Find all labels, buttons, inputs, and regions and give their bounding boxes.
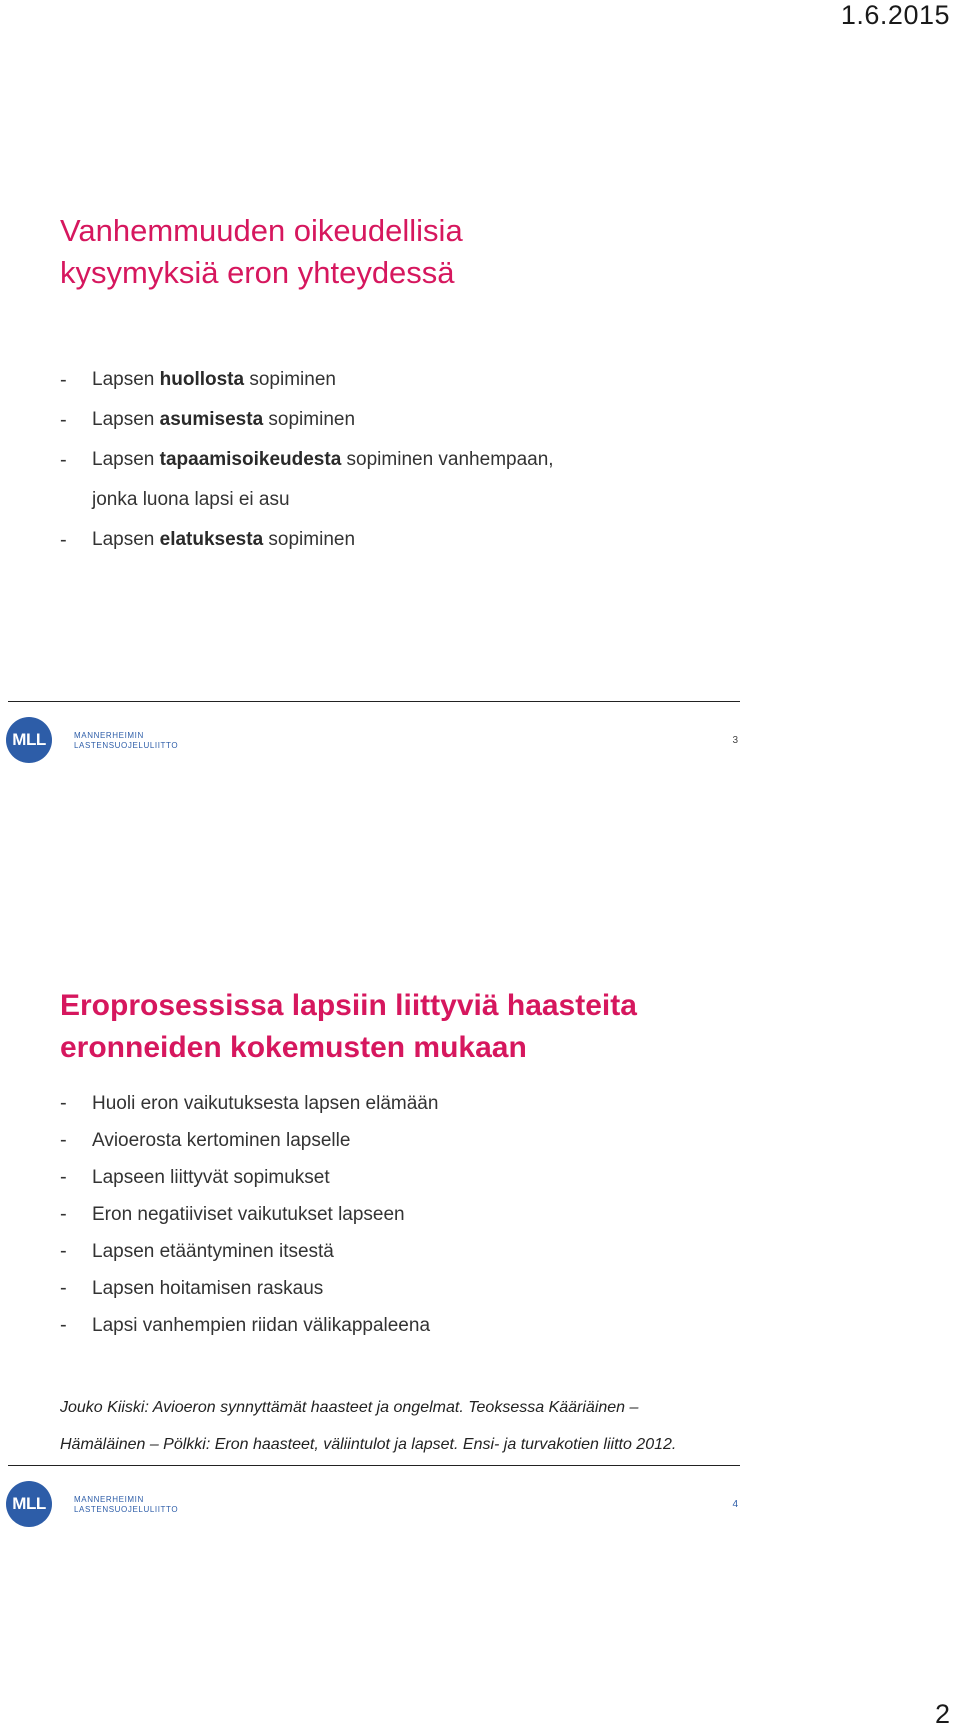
dash-marker: - bbox=[60, 1203, 67, 1225]
mll-logo-text bbox=[74, 731, 178, 751]
slide-title-line-1: Vanhemmuuden oikeudellisia bbox=[60, 213, 463, 248]
logo-line-2: LASTENSUOJELULIITTO bbox=[74, 1505, 179, 1514]
footer-divider bbox=[8, 701, 740, 702]
bullet-text-pre: Lapsen bbox=[92, 449, 160, 470]
logo-line-2: LASTENSUOJELULIITTO bbox=[74, 741, 179, 750]
bullet-text-post: sopiminen bbox=[244, 369, 336, 390]
bullet-item bbox=[60, 520, 554, 560]
bullet-item bbox=[60, 1085, 438, 1122]
dash-marker: - bbox=[60, 369, 67, 391]
dash-marker: - bbox=[60, 1129, 67, 1151]
bullet-text-strong: huollosta bbox=[159, 369, 245, 390]
dash-marker: - bbox=[60, 409, 67, 431]
slide-title bbox=[60, 985, 637, 1069]
mll-logo bbox=[6, 717, 179, 763]
footer-divider bbox=[8, 1465, 740, 1466]
bullet-item bbox=[60, 1159, 438, 1196]
bullet-text-pre: Lapsen bbox=[92, 409, 160, 430]
dash-marker: - bbox=[60, 529, 67, 551]
mll-logo-text bbox=[74, 1495, 178, 1515]
dash-marker: - bbox=[60, 1277, 67, 1299]
dash-marker: - bbox=[60, 1092, 67, 1114]
bullet-text: Lapseen liittyvät sopimukset bbox=[92, 1167, 330, 1188]
slide-number: 4 bbox=[732, 1499, 738, 1510]
dash-marker: - bbox=[60, 449, 67, 471]
dash-marker: - bbox=[60, 1166, 67, 1188]
bullet-item bbox=[60, 400, 554, 440]
bullet-item bbox=[60, 440, 554, 520]
bullet-text-continuation: jonka luona lapsi ei asu bbox=[92, 489, 290, 510]
bullet-text-pre: Lapsen bbox=[92, 529, 160, 550]
logo-line-1: MANNERHEIMIN bbox=[74, 1495, 144, 1504]
bullet-text: Avioerosta kertominen lapselle bbox=[92, 1130, 351, 1151]
bullet-list bbox=[60, 360, 554, 560]
citation bbox=[60, 1389, 740, 1463]
bullet-text: Lapsen hoitamisen raskaus bbox=[92, 1278, 324, 1299]
bullet-text: Lapsen etääntyminen itsestä bbox=[92, 1241, 334, 1262]
bullet-text-strong: elatuksesta bbox=[159, 529, 264, 550]
bullet-item bbox=[60, 360, 554, 400]
page-number: 2 bbox=[934, 1699, 950, 1729]
logo-line-1: MANNERHEIMIN bbox=[74, 731, 144, 740]
citation-line-1: Jouko Kiiski: Avioeron synnyttämät haasteet ja ongelmat. Teoksessa Kääriäinen – bbox=[60, 1399, 639, 1416]
bullet-text-strong: asumisesta bbox=[159, 409, 264, 430]
slide-title-line-2: kysymyksiä eron yhteydessä bbox=[60, 255, 455, 290]
bullet-text: Lapsi vanhempien riidan välikappaleena bbox=[92, 1315, 431, 1336]
slide-title-line-2: eronneiden kokemusten mukaan bbox=[60, 1031, 527, 1064]
slide-number: 3 bbox=[732, 735, 738, 746]
bullet-item bbox=[60, 1122, 438, 1159]
slide-title bbox=[60, 210, 463, 294]
citation-line-2: Hämäläinen – Pölkki: Eron haasteet, väliintulot ja lapset. Ensi- ja turvakotien liitto 2012. bbox=[60, 1436, 677, 1453]
slide-title-line-1: Eroprosessissa lapsiin liittyviä haasteita bbox=[60, 989, 637, 1022]
mll-logo-circle: MLL bbox=[6, 717, 52, 763]
bullet-text-pre: Lapsen bbox=[92, 369, 160, 390]
bullet-text-post: sopiminen vanhempaan, bbox=[341, 449, 554, 470]
bullet-text: Eron negatiiviset vaikutukset lapseen bbox=[92, 1204, 405, 1225]
bullet-item bbox=[60, 1270, 438, 1307]
bullet-list bbox=[60, 1085, 438, 1344]
bullet-text: Huoli eron vaikutuksesta lapsen elämään bbox=[92, 1093, 439, 1114]
dash-marker: - bbox=[60, 1314, 67, 1336]
dash-marker: - bbox=[60, 1240, 67, 1262]
bullet-item bbox=[60, 1233, 438, 1270]
page-date: 1.6.2015 bbox=[840, 0, 950, 30]
bullet-item bbox=[60, 1196, 438, 1233]
bullet-text-strong: tapaamisoikeudesta bbox=[159, 449, 342, 470]
bullet-item bbox=[60, 1307, 438, 1344]
bullet-text-post: sopiminen bbox=[263, 409, 356, 430]
bullet-text-post: sopiminen bbox=[263, 529, 356, 550]
mll-logo-circle: MLL bbox=[6, 1481, 52, 1527]
mll-logo bbox=[6, 1481, 179, 1527]
